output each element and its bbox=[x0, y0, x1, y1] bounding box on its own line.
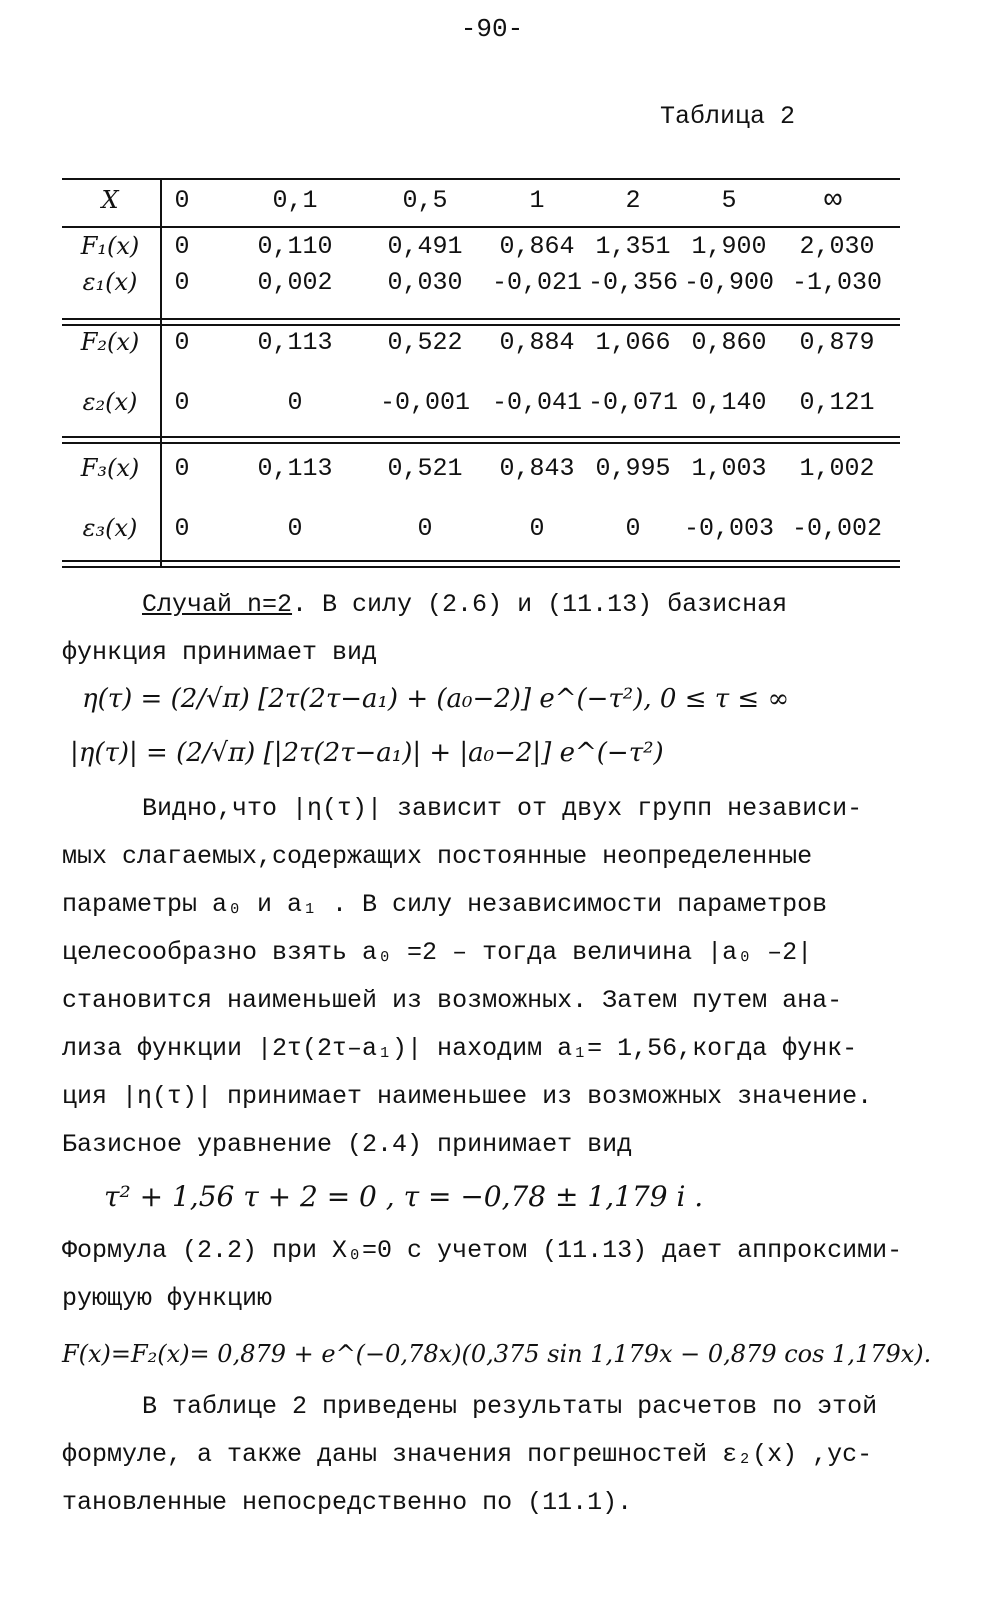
column-header: 2 bbox=[625, 186, 641, 215]
table-cell: 0,843 bbox=[499, 454, 575, 483]
column-header: 0 bbox=[174, 186, 190, 215]
text-line: целесообразно взять a₀ =2 – тогда величина |a₀ –2| bbox=[62, 938, 813, 967]
formula-eta: η(τ) = (2/√π) [2τ(2τ−a₁) + (a₀−2)] e^(−τ²), 0 ≤ τ ≤ ∞ bbox=[82, 684, 790, 714]
table-cell: 0,521 bbox=[387, 454, 463, 483]
table-rule bbox=[62, 324, 900, 326]
row-label: F₃(x) bbox=[80, 454, 140, 482]
table-cell: 0,140 bbox=[691, 388, 767, 417]
row-label: F₂(x) bbox=[80, 328, 140, 356]
text-line: мых слагаемых,содержащих постоянные неопределенные bbox=[62, 842, 813, 871]
table-row bbox=[62, 328, 900, 368]
table-cell: 0 bbox=[174, 454, 190, 483]
table-rule bbox=[62, 318, 900, 320]
column-header: 1 bbox=[529, 186, 545, 215]
text-line: Формула (2.2) при X₀=0 с учетом (11.13) дает аппроксими- bbox=[62, 1236, 903, 1265]
table-cell: 0,864 bbox=[499, 232, 575, 261]
table-cell: 0 bbox=[625, 514, 641, 543]
table-cell: 0 bbox=[287, 514, 303, 543]
table-cell: -0,071 bbox=[587, 388, 678, 417]
table-cell: 0,030 bbox=[387, 268, 463, 297]
formula-approximation: F(x)=F₂(x)= 0,879 + e^(−0,78x)(0,375 sin 1,179x − 0,879 cos 1,179x). bbox=[62, 1340, 932, 1368]
row-label: ε₂(x) bbox=[82, 388, 138, 416]
table-row bbox=[62, 232, 900, 272]
table-cell: 0 bbox=[174, 268, 190, 297]
table-cell: 0,113 bbox=[257, 454, 333, 483]
table-cell: -0,002 bbox=[791, 514, 882, 543]
table-cell: 1,002 bbox=[799, 454, 875, 483]
table-row bbox=[62, 514, 900, 554]
table-cell: 2,030 bbox=[799, 232, 875, 261]
table-cell: 0,491 bbox=[387, 232, 463, 261]
table-cell: 0,110 bbox=[257, 232, 333, 261]
table-cell: 0,522 bbox=[387, 328, 463, 357]
table-cell: 0,860 bbox=[691, 328, 767, 357]
row-label: F₁(x) bbox=[80, 232, 140, 260]
case-line bbox=[142, 590, 787, 619]
table-cell: 0,113 bbox=[257, 328, 333, 357]
table-header-row bbox=[62, 186, 900, 226]
table-cell: 0,884 bbox=[499, 328, 575, 357]
text-line: В таблице 2 приведены результаты расчетов по этой bbox=[142, 1392, 878, 1421]
table-cell: -0,001 bbox=[379, 388, 470, 417]
case-text: . В силу (2.6) и (11.13) базисная bbox=[292, 590, 788, 619]
table-cell: 0,995 bbox=[595, 454, 671, 483]
table-cell: 1,003 bbox=[691, 454, 767, 483]
text-line: функция принимает вид bbox=[62, 638, 378, 667]
table-rule bbox=[62, 178, 900, 180]
text-line: Видно,что |η(τ)| зависит от двух групп независи- bbox=[142, 794, 863, 823]
table-cell: -0,356 bbox=[587, 268, 678, 297]
table-cell: 0 bbox=[529, 514, 545, 543]
table-rule bbox=[62, 566, 900, 568]
table-rule bbox=[62, 226, 900, 228]
column-header: 0,1 bbox=[272, 186, 318, 215]
page-number: -90- bbox=[460, 14, 524, 44]
table-cell: 1,066 bbox=[595, 328, 671, 357]
column-header: X bbox=[101, 186, 119, 214]
table-cell: -0,003 bbox=[683, 514, 774, 543]
table-cell: -1,030 bbox=[791, 268, 882, 297]
table-cell: 0 bbox=[174, 232, 190, 261]
text-line: параметры a₀ и a₁ . В силу независимости параметров bbox=[62, 890, 828, 919]
table-cell: 0 bbox=[287, 388, 303, 417]
table-cell: 0,002 bbox=[257, 268, 333, 297]
table-row bbox=[62, 268, 900, 308]
column-header: 0,5 bbox=[402, 186, 448, 215]
table-cell: -0,900 bbox=[683, 268, 774, 297]
text-line: тановленные непосредственно по (11.1). bbox=[62, 1488, 633, 1517]
table-cell: 1,351 bbox=[595, 232, 671, 261]
table-cell: 0,879 bbox=[799, 328, 875, 357]
column-header: ∞ bbox=[823, 184, 842, 218]
formula-eta-abs: |η(τ)| = (2/√π) [|2τ(2τ−a₁)| + |a₀−2|] e^(−τ²) bbox=[70, 738, 664, 768]
table-caption: Таблица 2 bbox=[660, 102, 796, 131]
table-cell: 0 bbox=[417, 514, 433, 543]
table-rule bbox=[62, 436, 900, 438]
table-row bbox=[62, 454, 900, 494]
case-heading: Случай n=2 bbox=[142, 590, 293, 619]
table-cell: 0 bbox=[174, 514, 190, 543]
row-label: ε₃(x) bbox=[82, 514, 138, 542]
text-line: рующую функцию bbox=[62, 1284, 273, 1313]
column-header: 5 bbox=[721, 186, 737, 215]
text-line: становится наименьшей из возможных. Затем путем ана- bbox=[62, 986, 843, 1015]
table-cell: -0,021 bbox=[491, 268, 582, 297]
table-rule bbox=[62, 442, 900, 444]
table-cell: 0 bbox=[174, 328, 190, 357]
table-cell: 1,900 bbox=[691, 232, 767, 261]
text-line: Базисное уравнение (2.4) принимает вид bbox=[62, 1130, 633, 1159]
table-cell: 0 bbox=[174, 388, 190, 417]
table-row bbox=[62, 388, 900, 428]
table-cell: -0,041 bbox=[491, 388, 582, 417]
table-rule bbox=[62, 560, 900, 562]
formula-basis-equation: τ² + 1,56 τ + 2 = 0 , τ = −0,78 ± 1,179 i . bbox=[104, 1180, 704, 1213]
table-cell: 0,121 bbox=[799, 388, 875, 417]
text-line: ция |η(τ)| принимает наименьшее из возможных значение. bbox=[62, 1082, 873, 1111]
text-line: формуле, а также даны значения погрешностей ε₂(x) ,ус- bbox=[62, 1440, 873, 1469]
row-label: ε₁(x) bbox=[82, 268, 138, 296]
text-line: лиза функции |2τ(2τ–a₁)| находим a₁= 1,56,когда функ- bbox=[62, 1034, 858, 1063]
